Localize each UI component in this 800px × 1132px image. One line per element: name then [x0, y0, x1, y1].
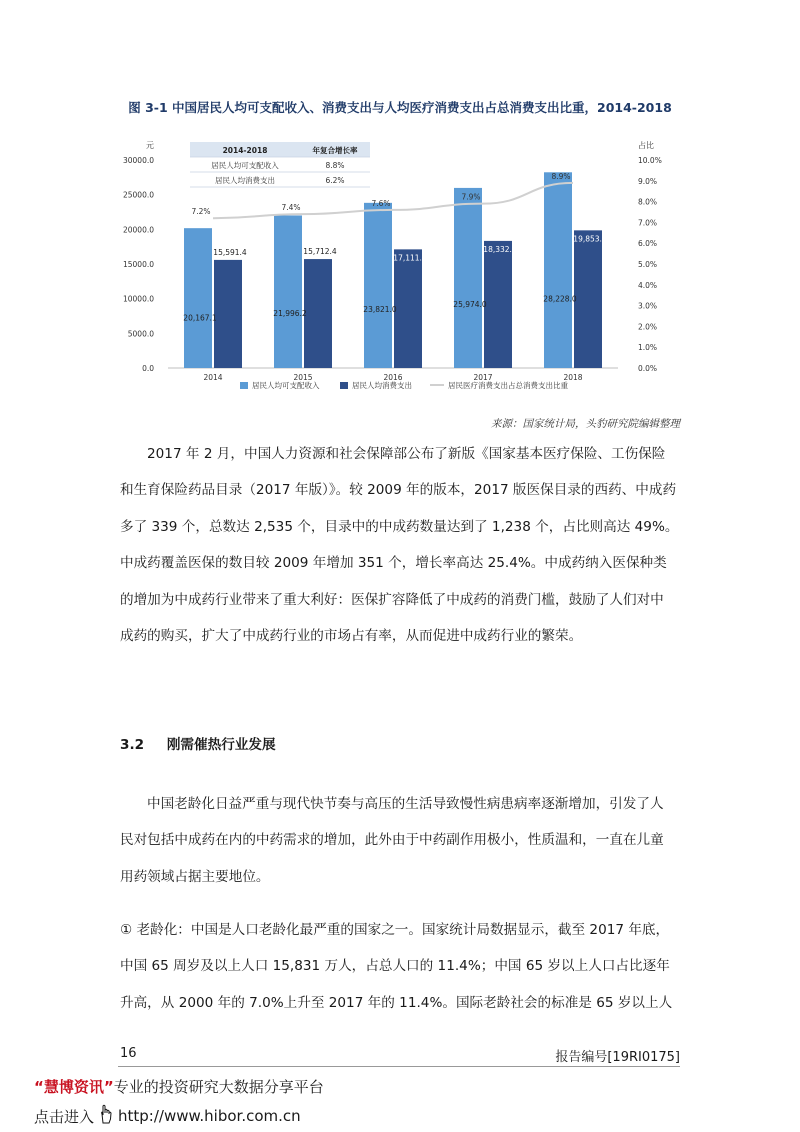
y-left-tick-label: 10000.0	[122, 294, 154, 304]
bar-income-label: 28,228.0	[543, 294, 577, 304]
text-line: 升高，从 2000 年的 7.0%上升至 2017 年的 11.4%。国际老龄社会的标准是 65 岁以上人	[120, 994, 673, 1011]
report-number: 报告编号[19RI0175]	[555, 1050, 680, 1065]
x-tick-label: 2017	[473, 373, 493, 382]
bar-income	[184, 228, 212, 368]
line-point-label: 7.9%	[461, 192, 481, 202]
legend-label-consumption: 居民人均消费支出	[352, 381, 412, 390]
text-line: 多了 339 个，总数达 2,535 个，目录中的中成药数量达到了 1,238 个，占比则高达 49%。	[120, 518, 679, 535]
inset-table-header: 年复合增长率	[312, 146, 358, 155]
y-right-tick-label: 5.0%	[638, 260, 658, 269]
text-line: 中国 65 周岁及以上人口 15,831 万人，占总人口的 11.4%；中国 65 岁以上人口占比逐年	[120, 958, 670, 975]
y-right-tick-label: 1.0%	[638, 343, 658, 353]
brand-name: “慧博资讯”	[34, 1078, 114, 1096]
paragraph-2	[120, 786, 682, 895]
figure-source: 来源：国家统计局，头豹研究院编辑整理	[491, 418, 680, 430]
section-heading	[120, 733, 276, 753]
inset-table-cell: 6.2%	[325, 176, 345, 185]
y-right-axis-title: 占比	[638, 141, 654, 150]
text-line: 成药的购买，扩大了中成药行业的市场占有率，从而促进中成药行业的繁荣。	[120, 628, 583, 645]
text-line: 中成药覆盖医保的数目较 2009 年增加 351 个，增长率高达 25.4%。中成药纳入医保种类	[120, 555, 667, 572]
x-tick-label: 2018	[563, 373, 583, 382]
y-right-tick-label: 9.0%	[638, 176, 658, 186]
brand-slogan: 专业的投资研究大数据分享平台	[113, 1078, 324, 1096]
paragraph-3	[120, 912, 682, 1021]
y-right-tick-label: 2.0%	[638, 322, 658, 332]
series-line-medical-share	[213, 183, 573, 218]
inset-table-cell: 居民人均消费支出	[215, 176, 275, 185]
inset-table-cell: 8.8%	[325, 161, 345, 170]
bar-consumption	[574, 230, 602, 368]
y-right-tick-label: 7.0%	[638, 218, 658, 228]
y-left-tick-label: 20000.0	[122, 225, 154, 235]
legend-label-income: 居民人均可支配收入	[252, 381, 320, 390]
pointing-hand-icon	[98, 1104, 114, 1128]
bar-income-label: 23,821.0	[363, 304, 397, 314]
bar-income-label: 25,974.0	[453, 299, 487, 309]
y-right-tick-label: 10.0%	[638, 156, 662, 165]
text-line: 中国老龄化日益严重与现代快节奏与高压的生活导致慢性病患病率逐渐增加，引发了人	[147, 796, 664, 812]
y-right-tick-label: 4.0%	[638, 280, 658, 290]
section-number: 3.2	[120, 737, 145, 753]
footer-banner	[34, 1076, 324, 1097]
bar-consumption	[484, 241, 512, 368]
y-right-tick-label: 0.0%	[638, 364, 658, 373]
legend-swatch-income	[240, 382, 248, 389]
bar-income	[544, 172, 572, 368]
text-line: 用药领域占据主要地位。	[120, 868, 270, 885]
y-left-tick-label: 5000.0	[127, 329, 154, 339]
bar-income	[364, 203, 392, 368]
y-left-tick-label: 25000.0	[122, 190, 154, 200]
bar-consumption-label: 15,591.4	[213, 247, 247, 257]
line-point-label: 7.2%	[191, 207, 211, 217]
y-left-tick-label: 0.0	[142, 364, 154, 373]
bar-consumption-label: 18,332.0	[483, 244, 517, 254]
bar-consumption	[394, 249, 422, 368]
legend-swatch-consumption	[340, 382, 348, 389]
text-line: 民对包括中成药在内的中药需求的增加，此外由于中药副作用极小，性质温和，一直在儿童	[120, 832, 664, 849]
bar-income	[454, 188, 482, 368]
text-line: 的增加为中成药行业带来了重大利好：医保扩容降低了中成药的消费门槛，鼓励了人们对中	[120, 591, 664, 608]
line-point-label: 7.4%	[281, 203, 301, 213]
text-line: ① 老龄化：中国是人口老龄化最严重的国家之一。国家统计局数据显示，截至 2017 年底，	[120, 922, 670, 938]
y-left-tick-label: 30000.0	[122, 156, 154, 165]
bar-income-label: 20,167.1	[183, 313, 217, 323]
y-left-tick-label: 15000.0	[122, 260, 154, 269]
footer-divider	[118, 1066, 680, 1067]
page-number: 16	[120, 1046, 137, 1061]
bar-consumption-label: 19,853.0	[573, 234, 607, 244]
text-line: 和生育保险药品目录（2017 年版）》。较 2009 年的版本，2017 版医保目录的西药、中成药	[120, 482, 677, 499]
click-text: 点击进入	[34, 1107, 95, 1126]
y-right-tick-label: 3.0%	[638, 301, 658, 311]
y-left-axis-title: 元	[146, 141, 154, 150]
text-line: 2017 年 2 月，中国人力资源和社会保障部公布了新版《国家基本医疗保险、工伤保险	[147, 446, 666, 462]
legend-label-medical-share: 居民医疗消费支出占总消费支出比重	[448, 381, 568, 390]
line-point-label: 8.9%	[551, 171, 571, 181]
bar-income	[274, 215, 302, 368]
section-title: 刚需催热行业发展	[166, 737, 276, 753]
x-tick-label: 2015	[293, 373, 313, 382]
y-right-tick-label: 8.0%	[638, 197, 658, 207]
combo-chart	[118, 132, 678, 410]
figure-title: 图 3-1 中国居民人均可支配收入、消费支出与人均医疗消费支出占总消费支出比重，2014-2018	[128, 100, 672, 115]
y-right-tick-label: 6.0%	[638, 239, 658, 249]
x-tick-label: 2016	[383, 373, 403, 382]
paragraph-1	[120, 436, 682, 654]
bar-consumption	[214, 260, 242, 368]
inset-table-cell: 居民人均可支配收入	[211, 161, 279, 170]
bar-consumption-label: 17,111.0	[393, 253, 427, 263]
line-point-label: 7.6%	[371, 198, 391, 208]
bar-income-label: 21,996.2	[273, 309, 307, 319]
bar-consumption-label: 15,712.4	[303, 247, 337, 257]
inset-table-header: 2014-2018	[222, 146, 268, 155]
bar-consumption	[304, 259, 332, 368]
footer-link-row[interactable]	[34, 1104, 301, 1128]
x-tick-label: 2014	[203, 373, 223, 382]
site-url-link[interactable]: http://www.hibor.com.cn	[118, 1107, 301, 1125]
